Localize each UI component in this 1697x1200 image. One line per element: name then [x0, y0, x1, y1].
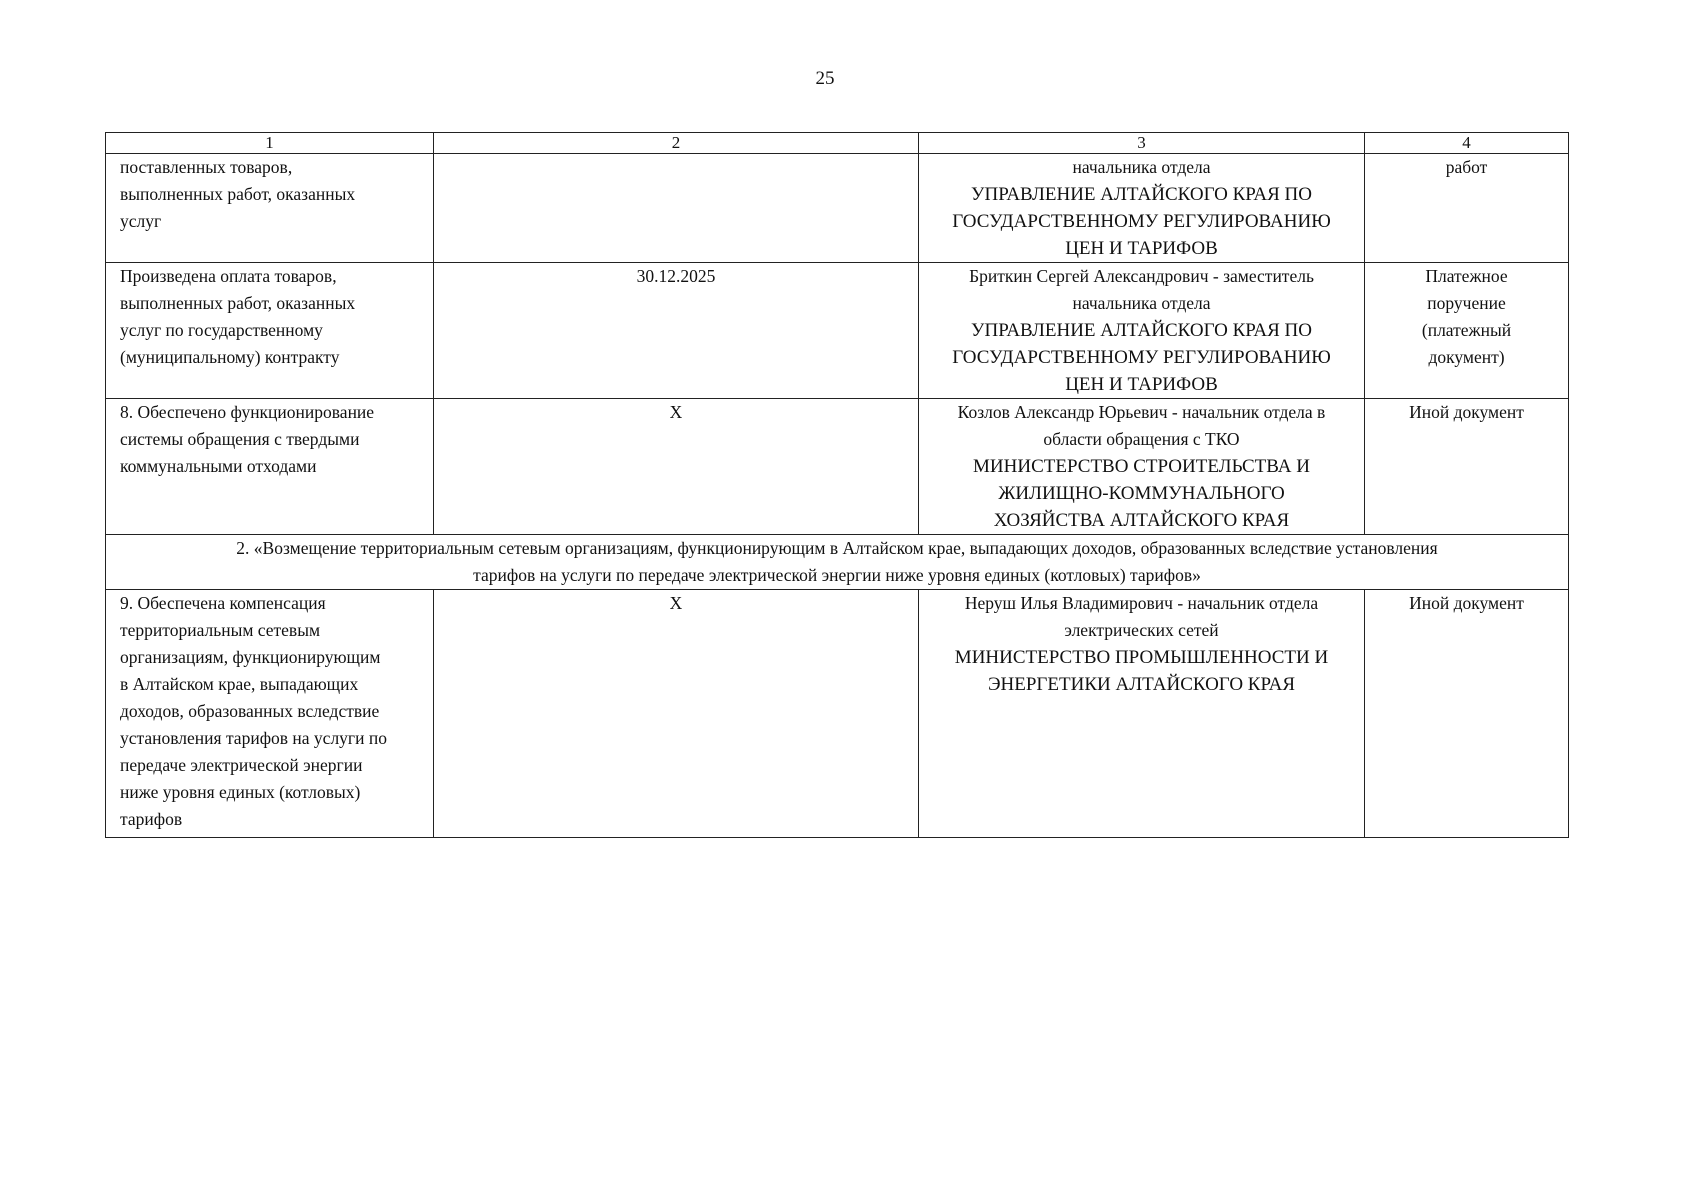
text-line: выполненных работ, оказанных	[120, 293, 356, 313]
text-line: поставленных товаров,	[120, 157, 293, 177]
responsible-cell	[919, 399, 1365, 535]
org-line: ГОСУДАРСТВЕННОМУ РЕГУЛИРОВАНИЮ	[952, 347, 1331, 368]
date-cell: X	[434, 399, 919, 535]
section-row	[106, 535, 1569, 590]
date-cell: X	[434, 590, 919, 838]
header-col-2: 2	[434, 133, 919, 154]
document-cell	[1365, 399, 1569, 535]
responsibility-table	[105, 132, 1569, 838]
text-line: Неруш Илья Владимирович - начальник отдела	[964, 593, 1319, 613]
org-line: УПРАВЛЕНИЕ АЛТАЙСКОГО КРАЯ ПО	[971, 184, 1312, 205]
responsible-cell	[919, 154, 1365, 263]
header-col-4: 4	[1365, 133, 1569, 154]
text-line: электрических сетей	[1064, 620, 1219, 640]
text-line: 9. Обеспечена компенсация	[120, 593, 326, 613]
text-line: территориальным сетевым	[120, 620, 321, 640]
text-line: системы обращения с твердыми	[120, 429, 360, 449]
table-header-row	[106, 133, 1569, 154]
event-cell	[106, 154, 434, 263]
org-line: ЖИЛИЩНО-КОММУНАЛЬНОГО	[998, 483, 1285, 504]
org-line: ЭНЕРГЕТИКИ АЛТАЙСКОГО КРАЯ	[988, 674, 1295, 695]
text-line: организациям, функционирующим	[120, 647, 381, 667]
text-line: Бриткин Сергей Александрович - заместитель	[969, 266, 1314, 286]
org-line: ГОСУДАРСТВЕННОМУ РЕГУЛИРОВАНИЮ	[952, 211, 1331, 232]
header-col-1: 1	[106, 133, 434, 154]
text-line: установления тарифов на услуги по	[120, 728, 387, 748]
document-cell	[1365, 263, 1569, 399]
text-line: 8. Обеспечено функционирование	[120, 402, 375, 422]
org-line: ЦЕН И ТАРИФОВ	[1065, 238, 1218, 259]
date-cell: 30.12.2025	[434, 263, 919, 399]
text-line: коммунальными отходами	[120, 456, 317, 476]
text-line: Козлов Александр Юрьевич - начальник отдела в	[957, 402, 1326, 422]
table-row	[106, 263, 1569, 399]
event-cell	[106, 590, 434, 838]
text-line: передаче электрической энергии	[120, 755, 363, 775]
org-line: УПРАВЛЕНИЕ АЛТАЙСКОГО КРАЯ ПО	[971, 320, 1312, 341]
text-line: (платежный	[1421, 320, 1512, 340]
document-cell	[1365, 154, 1569, 263]
event-cell	[106, 399, 434, 535]
text-line: Произведена оплата товаров,	[120, 266, 337, 286]
responsible-cell	[919, 263, 1365, 399]
page-number: 25	[815, 68, 835, 89]
table-row	[106, 154, 1569, 263]
table-row	[106, 590, 1569, 838]
text-line: поручение	[1427, 293, 1506, 313]
section-heading-line: 2. «Возмещение территориальным сетевым организациям, функционирующим в Алтайском крае, выпадающих доходов, образованных вследствие установления	[236, 538, 1438, 558]
text-line: в Алтайском крае, выпадающих	[120, 674, 359, 694]
org-line: МИНИСТЕРСТВО ПРОМЫШЛЕННОСТИ И	[954, 647, 1329, 668]
org-line: ЦЕН И ТАРИФОВ	[1065, 374, 1218, 395]
text-line: области обращения с ТКО	[1043, 429, 1240, 449]
text-line: выполненных работ, оказанных	[120, 184, 356, 204]
section-heading-line: тарифов на услуги по передаче электрической энергии ниже уровня единых (котловых) тарифов»	[473, 565, 1201, 585]
date-cell	[434, 154, 919, 263]
text-line: Иной документ	[1409, 402, 1524, 422]
text-line: услуг по государственному	[120, 320, 323, 340]
text-line: документ)	[1428, 347, 1505, 367]
org-line: МИНИСТЕРСТВО СТРОИТЕЛЬСТВА И	[973, 456, 1310, 477]
document-cell	[1365, 590, 1569, 838]
text-line: Платежное	[1425, 266, 1508, 286]
text-line: работ	[1445, 157, 1488, 177]
text-line: услуг	[120, 211, 162, 231]
header-col-3: 3	[919, 133, 1365, 154]
text-line: начальника отдела	[1072, 293, 1211, 313]
section-heading-cell	[106, 535, 1569, 590]
text-line: Иной документ	[1409, 593, 1524, 613]
table-row	[106, 399, 1569, 535]
event-cell	[106, 263, 434, 399]
text-line: тарифов	[120, 809, 183, 829]
responsible-cell	[919, 590, 1365, 838]
text-line: (муниципальному) контракту	[120, 347, 340, 367]
text-line: начальника отдела	[1072, 157, 1211, 177]
text-line: ниже уровня единых (котловых)	[120, 782, 361, 802]
text-line: доходов, образованных вследствие	[120, 701, 380, 721]
org-line: ХОЗЯЙСТВА АЛТАЙСКОГО КРАЯ	[993, 510, 1290, 531]
